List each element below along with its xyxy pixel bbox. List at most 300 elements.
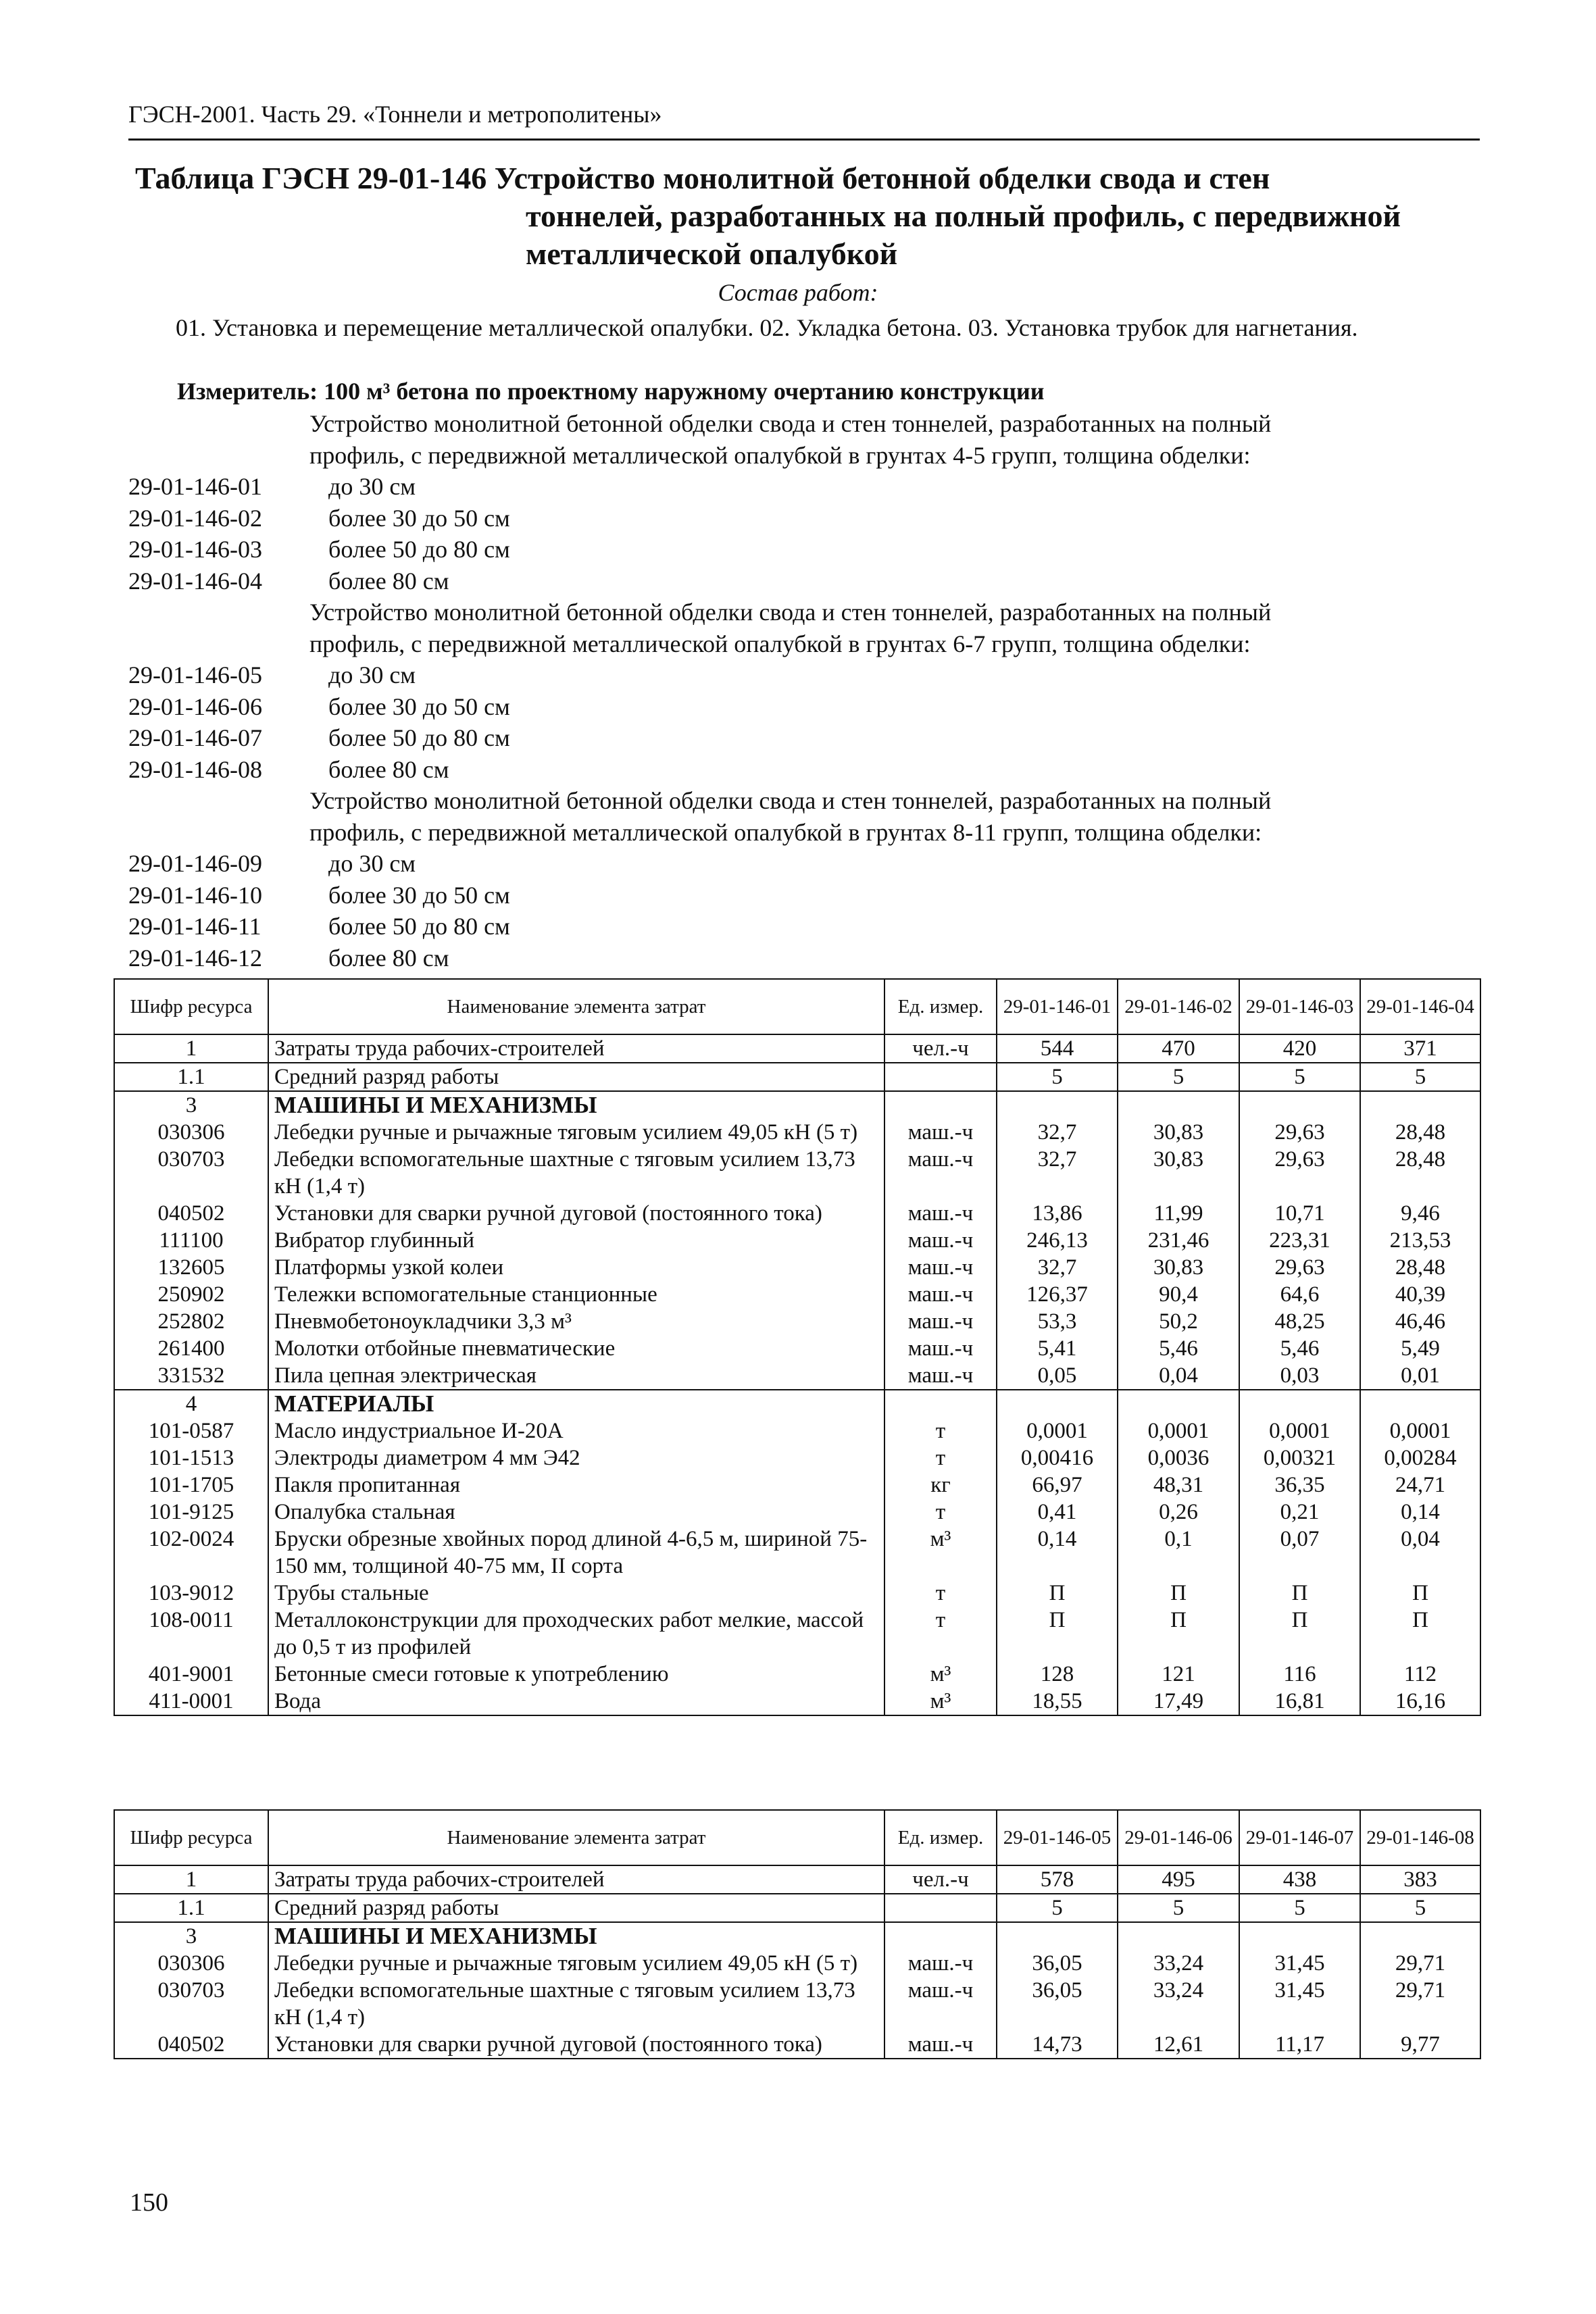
unit-cell [884,1063,997,1091]
value-cell: 16,81 [1239,1688,1360,1715]
resource-code: 040502 [114,1200,268,1227]
cost-element-name: Бруски обрезные хвойных пород длиной 4-6,5 м, шириной 75-150 мм, толщиной 40-75 мм, II сорта [268,1526,884,1580]
norm-code [128,408,328,440]
value-cell: 0,03 [1239,1362,1360,1390]
code-list-row [128,942,1480,974]
cost-element-name: Лебедки ручные и рычажные тяговым усилием 49,05 кН (5 т) [268,1950,884,1977]
code-list-row [128,785,1480,817]
section-row [114,1390,1480,1417]
value-cell [1239,1922,1360,1950]
unit-cell [884,1091,997,1119]
value-cell: 121 [1118,1661,1239,1688]
thickness-range: более 80 см [328,567,449,595]
header-resource-code: Шифр ресурса [114,979,268,1034]
value-cell: 420 [1239,1034,1360,1063]
value-cell: 5 [1118,1063,1239,1091]
value-cell [1118,1091,1239,1119]
value-cell: 90,4 [1118,1281,1239,1308]
cost-element-name: Масло индустриальное И-20А [268,1417,884,1444]
value-cell: 17,49 [1118,1688,1239,1715]
cost-element-name: Платформы узкой колеи [268,1254,884,1281]
code-list-row [128,534,1480,565]
value-cell: 116 [1239,1661,1360,1688]
table-header-row [114,1810,1480,1865]
header-norm-4: 29-01-146-08 [1360,1810,1480,1865]
resource-code: 030306 [114,1119,268,1146]
resource-code: 111100 [114,1227,268,1254]
cost-element-name: Пакля пропитанная [268,1472,884,1499]
value-cell: 0,00416 [997,1444,1118,1472]
norm-code: 29-01-146-11 [128,913,261,940]
cost-element-name: Тележки вспомогательные станционные [268,1281,884,1308]
resource-table-1 [114,978,1481,1716]
thickness-range: более 50 до 80 см [328,724,510,751]
cost-element-name: Затраты труда рабочих-строителей [268,1034,884,1063]
resource-code: 101-9125 [114,1499,268,1526]
resource-code: 401-9001 [114,1661,268,1688]
section-row [114,1922,1480,1950]
cost-element-name: Установки для сварки ручной дуговой (постоянного тока) [268,1200,884,1227]
value-cell: 28,48 [1360,1254,1480,1281]
value-cell [1118,1390,1239,1417]
unit-cell [884,1894,997,1922]
value-cell: 223,31 [1239,1227,1360,1254]
unit-cell [884,1922,997,1950]
section-title: МАШИНЫ И МЕХАНИЗМЫ [268,1091,884,1119]
resource-code: 1 [114,1034,268,1063]
value-cell: 0,0001 [1360,1417,1480,1444]
value-cell: 0,07 [1239,1526,1360,1580]
resource-code: 411-0001 [114,1688,268,1715]
resource-code: 1.1 [114,1894,268,1922]
resource-code: 1.1 [114,1063,268,1091]
norm-code: 29-01-146-04 [128,567,262,595]
norm-code: 29-01-146-01 [128,473,262,500]
table-row [114,1063,1480,1091]
cost-element-name: Пневмобетоноукладчики 3,3 м³ [268,1308,884,1335]
resource-code: 030703 [114,1977,268,2031]
value-cell: 16,16 [1360,1688,1480,1715]
table-row [114,1444,1480,1472]
thickness-range: до 30 см [328,473,416,500]
code-list-row [128,722,1480,754]
code-list-row [128,880,1480,911]
value-cell: 495 [1118,1865,1239,1894]
value-cell: 14,73 [997,2031,1118,2059]
thickness-range: до 30 см [328,850,416,877]
cost-element-name: Лебедки ручные и рычажные тяговым усилием 49,05 кН (5 т) [268,1119,884,1146]
header-rule [128,139,1480,141]
thickness-range: более 80 см [328,755,449,783]
table-row [114,1362,1480,1390]
unit-cell: маш.-ч [884,1362,997,1390]
resource-code: 331532 [114,1362,268,1390]
code-list-row [128,848,1480,880]
code-list-row [128,691,1480,723]
resource-code: 101-1513 [114,1444,268,1472]
value-cell: 5 [1360,1063,1480,1091]
resource-code: 102-0024 [114,1526,268,1580]
value-cell: П [1118,1607,1239,1661]
table-row [114,1472,1480,1499]
code-list-row [128,628,1480,660]
value-cell: 0,26 [1118,1499,1239,1526]
unit-cell: т [884,1580,997,1607]
norm-code [128,628,328,660]
resource-code: 3 [114,1091,268,1119]
value-cell: 32,7 [997,1119,1118,1146]
value-cell: 0,14 [1360,1499,1480,1526]
cost-element-name: Вода [268,1688,884,1715]
header-unit: Ед. измер. [884,1810,997,1865]
value-cell: П [1118,1580,1239,1607]
unit-cell: м³ [884,1661,997,1688]
norm-code: 29-01-146-06 [128,693,262,720]
cost-element-name: Лебедки вспомогательные шахтные с тяговым усилием 13,73 кН (1,4 т) [268,1977,884,2031]
header-norm-3: 29-01-146-03 [1239,979,1360,1034]
unit-cell: чел.-ч [884,1034,997,1063]
value-cell [997,1922,1118,1950]
resource-code: 3 [114,1922,268,1950]
unit-cell: маш.-ч [884,1281,997,1308]
value-cell [1239,1091,1360,1119]
running-header: ГЭСН-2001. Часть 29. «Тоннели и метрополитены» [128,101,662,128]
cost-element-name: Средний разряд работы [268,1894,884,1922]
table-row [114,1308,1480,1335]
table-row [114,1688,1480,1715]
value-cell: 5 [1239,1894,1360,1922]
value-cell: 371 [1360,1034,1480,1063]
group-description: Устройство монолитной бетонной обделки свода и стен тоннелей, разработанных на полный [309,599,1272,626]
group-description: профиль, с передвижной металлической опалубкой в грунтах 8-11 групп, толщина обделки: [309,818,1262,846]
resource-code: 103-9012 [114,1580,268,1607]
norm-code: 29-01-146-03 [128,536,262,563]
unit-cell: т [884,1444,997,1472]
title-line-3: металлической опалубкой [526,236,898,271]
value-cell: 31,45 [1239,1950,1360,1977]
unit-cell: т [884,1499,997,1526]
value-cell: 0,21 [1239,1499,1360,1526]
value-cell: 30,83 [1118,1119,1239,1146]
table-row [114,1119,1480,1146]
value-cell: 5,46 [1239,1335,1360,1362]
group-description: Устройство монолитной бетонной обделки свода и стен тоннелей, разработанных на полный [309,410,1272,437]
table-row [114,1865,1480,1894]
table-row [114,1335,1480,1362]
value-cell [1360,1390,1480,1417]
norm-code: 29-01-146-10 [128,881,262,909]
norm-code: 29-01-146-07 [128,724,262,751]
value-cell: 29,63 [1239,1254,1360,1281]
value-cell: 29,71 [1360,1977,1480,2031]
resource-code: 252802 [114,1308,268,1335]
code-list-row [128,597,1480,628]
norm-code [128,440,328,472]
value-cell: 30,83 [1118,1254,1239,1281]
table-row [114,1526,1480,1580]
value-cell: 0,14 [997,1526,1118,1580]
table-row [114,2031,1480,2059]
value-cell: 29,63 [1239,1146,1360,1200]
value-cell: 28,48 [1360,1146,1480,1200]
value-cell: 544 [997,1034,1118,1063]
cost-element-name: Молотки отбойные пневматические [268,1335,884,1362]
header-norm-1: 29-01-146-05 [997,1810,1118,1865]
value-cell: 0,0001 [1118,1417,1239,1444]
table-row [114,1417,1480,1444]
unit-cell: т [884,1417,997,1444]
value-cell: 0,1 [1118,1526,1239,1580]
table-row [114,1894,1480,1922]
unit-cell: маш.-ч [884,1254,997,1281]
cost-element-name: Средний разряд работы [268,1063,884,1091]
table-row [114,1950,1480,1977]
header-cost-element: Наименование элемента затрат [268,1810,884,1865]
value-cell: 36,05 [997,1950,1118,1977]
value-cell: 5 [1360,1894,1480,1922]
value-cell: 46,46 [1360,1308,1480,1335]
code-list-row [128,659,1480,691]
header-norm-2: 29-01-146-02 [1118,979,1239,1034]
resource-code: 132605 [114,1254,268,1281]
value-cell: 11,99 [1118,1200,1239,1227]
value-cell: 0,04 [1118,1362,1239,1390]
table-row [114,1281,1480,1308]
cost-element-name: Вибратор глубинный [268,1227,884,1254]
table-row [114,1499,1480,1526]
title-line-2: тоннелей, разработанных на полный профиль, с передвижной [526,199,1401,233]
value-cell [1118,1922,1239,1950]
unit-cell: м³ [884,1526,997,1580]
unit-cell: маш.-ч [884,1119,997,1146]
norm-code: 29-01-146-08 [128,755,262,783]
section-row [114,1091,1480,1119]
unit-cell: маш.-ч [884,1227,997,1254]
cost-element-name: Опалубка стальная [268,1499,884,1526]
cost-element-name: Металлоконструкции для проходческих работ мелкие, массой до 0,5 т из профилей [268,1607,884,1661]
value-cell [997,1091,1118,1119]
unit-cell: маш.-ч [884,1335,997,1362]
norm-code-list [128,408,1480,974]
value-cell: 578 [997,1865,1118,1894]
resource-code: 101-1705 [114,1472,268,1499]
unit-cell: маш.-ч [884,1146,997,1200]
table-row [114,1200,1480,1227]
section-title: МАТЕРИАЛЫ [268,1390,884,1417]
value-cell: 48,31 [1118,1472,1239,1499]
header-norm-3: 29-01-146-07 [1239,1810,1360,1865]
value-cell: 29,63 [1239,1119,1360,1146]
value-cell: П [997,1607,1118,1661]
value-cell: 53,3 [997,1308,1118,1335]
resource-code: 1 [114,1865,268,1894]
table-row [114,1034,1480,1063]
value-cell: 0,0036 [1118,1444,1239,1472]
value-cell: П [997,1580,1118,1607]
unit-cell: м³ [884,1688,997,1715]
code-list-row [128,817,1480,849]
value-cell: 213,53 [1360,1227,1480,1254]
value-cell: 0,0001 [1239,1417,1360,1444]
norm-code [128,597,328,628]
value-cell: 438 [1239,1865,1360,1894]
norm-code [128,817,328,849]
group-description: профиль, с передвижной металлической опалубкой в грунтах 4-5 групп, толщина обделки: [309,441,1251,469]
code-list-row [128,754,1480,786]
value-cell: 28,48 [1360,1119,1480,1146]
value-cell: 5,49 [1360,1335,1480,1362]
unit-cell [884,1390,997,1417]
value-cell: 30,83 [1118,1146,1239,1200]
cost-element-name: Затраты труда рабочих-строителей [268,1865,884,1894]
thickness-range: более 30 до 50 см [328,504,510,532]
cost-element-name: Бетонные смеси готовые к употреблению [268,1661,884,1688]
value-cell: 36,05 [997,1977,1118,2031]
thickness-range: до 30 см [328,661,416,688]
resource-code: 250902 [114,1281,268,1308]
value-cell: 13,86 [997,1200,1118,1227]
value-cell: 126,37 [997,1281,1118,1308]
header-norm-1: 29-01-146-01 [997,979,1118,1034]
value-cell: 0,00321 [1239,1444,1360,1472]
code-list-row [128,471,1480,503]
value-cell: 9,77 [1360,2031,1480,2059]
thickness-range: более 50 до 80 см [328,913,510,940]
composition-heading: Состав работ: [718,279,878,306]
table-title [135,159,1487,273]
header-cost-element: Наименование элемента затрат [268,979,884,1034]
table-row [114,1254,1480,1281]
unit-cell: маш.-ч [884,1200,997,1227]
thickness-range: более 50 до 80 см [328,536,510,563]
unit-cell: маш.-ч [884,1950,997,1977]
unit-cell: маш.-ч [884,1977,997,2031]
value-cell: 64,6 [1239,1281,1360,1308]
value-cell: 33,24 [1118,1977,1239,2031]
value-cell: П [1239,1607,1360,1661]
norm-code: 29-01-146-09 [128,850,262,877]
value-cell: П [1239,1580,1360,1607]
cost-element-name: Электроды диаметром 4 мм Э42 [268,1444,884,1472]
value-cell: 0,05 [997,1362,1118,1390]
cost-element-name: Пила цепная электрическая [268,1362,884,1390]
value-cell: 5,41 [997,1335,1118,1362]
table-row [114,1580,1480,1607]
value-cell: 246,13 [997,1227,1118,1254]
code-list-row [128,565,1480,597]
table-header-row [114,979,1480,1034]
unit-cell: кг [884,1472,997,1499]
table-row [114,1146,1480,1200]
measure-unit: Измеритель: 100 м³ бетона по проектному наружному очертанию конструкции [177,378,1045,405]
cost-element-name: Лебедки вспомогательные шахтные с тяговым усилием 13,73 кН (1,4 т) [268,1146,884,1200]
value-cell: 0,01 [1360,1362,1480,1390]
header-resource-code: Шифр ресурса [114,1810,268,1865]
value-cell [997,1390,1118,1417]
code-list-row [128,408,1480,440]
table-row [114,1607,1480,1661]
header-unit: Ед. измер. [884,979,997,1034]
value-cell [1239,1390,1360,1417]
value-cell: 10,71 [1239,1200,1360,1227]
table-row [114,1227,1480,1254]
header-norm-2: 29-01-146-06 [1118,1810,1239,1865]
unit-cell: т [884,1607,997,1661]
value-cell: П [1360,1607,1480,1661]
value-cell: 11,17 [1239,2031,1360,2059]
code-list-row [128,440,1480,472]
value-cell [1360,1091,1480,1119]
value-cell: 5 [997,1894,1118,1922]
thickness-range: более 30 до 50 см [328,693,510,720]
composition-text: 01. Установка и перемещение металлической опалубки. 02. Укладка бетона. 03. Установка трубок для нагнетания. [176,314,1358,341]
value-cell: 470 [1118,1034,1239,1063]
value-cell: 9,46 [1360,1200,1480,1227]
value-cell: 128 [997,1661,1118,1688]
page-number: 150 [130,2188,168,2217]
unit-cell: маш.-ч [884,1308,997,1335]
resource-code: 108-0011 [114,1607,268,1661]
value-cell: 5 [997,1063,1118,1091]
value-cell: 231,46 [1118,1227,1239,1254]
thickness-range: более 80 см [328,944,449,972]
norm-code [128,785,328,817]
resource-code: 101-0587 [114,1417,268,1444]
value-cell: 5 [1118,1894,1239,1922]
value-cell: 32,7 [997,1254,1118,1281]
code-list-row [128,911,1480,942]
value-cell: 0,00284 [1360,1444,1480,1472]
value-cell [1360,1922,1480,1950]
title-line-1: Таблица ГЭСН 29-01-146 Устройство монолитной бетонной обделки свода и стен [135,161,1270,195]
code-list-row [128,503,1480,534]
value-cell: 33,24 [1118,1950,1239,1977]
section-title: МАШИНЫ И МЕХАНИЗМЫ [268,1922,884,1950]
value-cell: 18,55 [997,1688,1118,1715]
value-cell: 32,7 [997,1146,1118,1200]
resource-table-2 [114,1809,1481,2059]
value-cell: П [1360,1580,1480,1607]
value-cell: 36,35 [1239,1472,1360,1499]
norm-code: 29-01-146-02 [128,504,262,532]
unit-cell: маш.-ч [884,2031,997,2059]
value-cell: 31,45 [1239,1977,1360,2031]
value-cell: 0,0001 [997,1417,1118,1444]
value-cell: 383 [1360,1865,1480,1894]
cost-element-name: Установки для сварки ручной дуговой (постоянного тока) [268,2031,884,2059]
value-cell: 29,71 [1360,1950,1480,1977]
cost-element-name: Трубы стальные [268,1580,884,1607]
resource-code: 4 [114,1390,268,1417]
resource-code: 030306 [114,1950,268,1977]
value-cell: 50,2 [1118,1308,1239,1335]
resource-code: 040502 [114,2031,268,2059]
table-row [114,1661,1480,1688]
value-cell: 0,41 [997,1499,1118,1526]
value-cell: 5 [1239,1063,1360,1091]
value-cell: 0,04 [1360,1526,1480,1580]
norm-code: 29-01-146-05 [128,661,262,688]
value-cell: 24,71 [1360,1472,1480,1499]
value-cell: 48,25 [1239,1308,1360,1335]
unit-cell: чел.-ч [884,1865,997,1894]
header-norm-4: 29-01-146-04 [1360,979,1480,1034]
thickness-range: более 30 до 50 см [328,881,510,909]
value-cell: 40,39 [1360,1281,1480,1308]
group-description: Устройство монолитной бетонной обделки свода и стен тоннелей, разработанных на полный [309,787,1272,814]
norm-code: 29-01-146-12 [128,944,262,972]
value-cell: 12,61 [1118,2031,1239,2059]
